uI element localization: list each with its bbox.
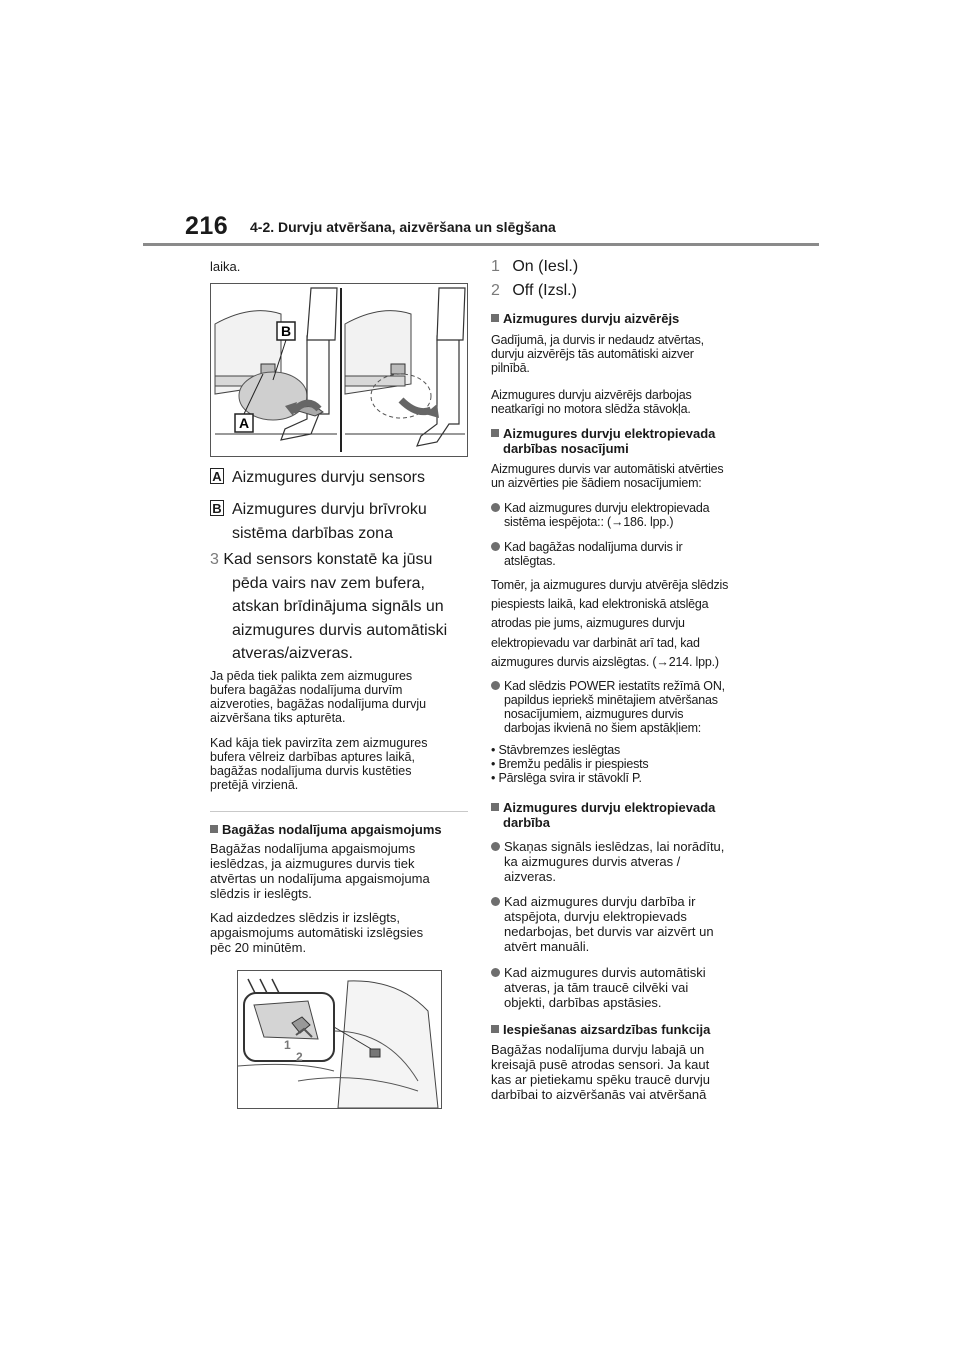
section-pinch-title: [491, 1022, 753, 1037]
round-bullet-icon: [491, 681, 500, 690]
kick-sensor-illustration: [211, 284, 467, 456]
para-line: nosacījumiem, aizmugures durvis: [504, 707, 684, 721]
step-3-line: Kad sensors konstatē ka jūsu: [223, 551, 433, 568]
operation-bullet-1: [491, 839, 753, 884]
step-3-line: atveras/aizveras.: [232, 645, 353, 662]
note-line: pretējā virzienā.: [210, 778, 299, 792]
sub-list-item: Stāvbremzes ieslēgtas: [498, 743, 621, 757]
section-divider: [210, 811, 468, 812]
para-line: atspējota, durvju elektropievads: [504, 909, 687, 924]
para-line: Kad aizmugures durvju elektropievada: [504, 501, 710, 515]
closer-para-2: [491, 388, 753, 416]
fig2-label-2: 2: [296, 1050, 303, 1064]
step-3: [210, 548, 472, 666]
page-number: 216: [185, 212, 229, 240]
para-line: Bagāžas nodalījuma apgaismojums: [210, 841, 416, 856]
sub-list-item: Bremžu pedālis ir piespiests: [498, 757, 649, 771]
round-bullet-icon: [491, 503, 500, 512]
para-line: slēdzis ir ieslēgts.: [210, 886, 312, 901]
para-line: ieslēdzas, ja aizmugures durvis tiek: [210, 856, 415, 871]
step-2-text: Off (Izsl.): [512, 282, 577, 299]
para-line: aizveras.: [504, 869, 557, 884]
para-line: un aizvērties pie šādiem nosacījumiem:: [491, 476, 702, 490]
round-bullet-icon: [491, 542, 500, 551]
note-pinch-close: [210, 669, 472, 725]
round-bullet-icon: [491, 897, 500, 906]
para-line: Tomēr, ja aizmugures durvju atvērēja slēdzis: [491, 578, 729, 592]
square-bullet-icon: [491, 803, 499, 811]
conditions-sub-list: • Stāvbremzes ieslēgtas • Bremžu pedālis ir piespiests • Pārslēga svira ir stāvoklī P.: [491, 743, 649, 785]
section-title-text: darbība: [503, 815, 550, 830]
section-conditions-title: [491, 426, 753, 456]
section-title-text: Aizmugures durvju aizvērējs: [503, 311, 680, 326]
section-title-text: Aizmugures durvju elektropievada: [503, 426, 716, 441]
lighting-para-2: [210, 910, 472, 955]
step-1: [491, 255, 578, 279]
para-line: apgaismojums automātiski izslēgsies: [210, 925, 424, 940]
para-line: neatkarīgi no motora slēdža stāvokļa.: [491, 402, 691, 416]
note-line: Kad kāja tiek pavirzīta zem aizmugures: [210, 736, 428, 750]
step-2-number: 2: [491, 282, 500, 299]
para-line: atslēgtas.: [504, 554, 556, 568]
step-3-line: pēda vairs nav zem bufera,: [232, 574, 425, 592]
callout-a-text: Aizmugures durvju sensors: [232, 469, 425, 486]
note-line: bagāžas nodalījuma durvis kustēties: [210, 764, 412, 778]
para-line: Skaņas signāls ieslēdzas, lai norādītu,: [504, 839, 725, 854]
callout-b-badge: B: [210, 500, 224, 516]
figure-kick-sensor: [210, 283, 468, 457]
section-closer-title: [491, 311, 679, 326]
note-line: bufera bagāžas nodalījuma durvīm: [210, 683, 403, 697]
para-line: darbībai to aizvēršanās vai atvēršanā: [491, 1087, 707, 1102]
section-title-text: Bagāžas nodalījuma apgaismojums: [222, 822, 442, 837]
para-line: Kad aizmugures durvis automātiski: [504, 965, 706, 980]
step-2: [491, 279, 577, 303]
para-line: Bagāžas nodalījuma durvju labajā un: [491, 1042, 705, 1057]
square-bullet-icon: [491, 314, 499, 322]
fig1-label-a: A: [238, 415, 250, 431]
note-reverse: [210, 736, 472, 792]
closer-para-1: [491, 333, 753, 375]
operation-bullet-2: [491, 894, 753, 954]
conditions-bullet-3: [491, 679, 753, 735]
lighting-para-1: [210, 841, 472, 901]
note-line: aizveroties, bagāžas nodalījuma durvju: [210, 697, 427, 711]
round-bullet-icon: [491, 842, 500, 851]
note-line: aizvēršana tiks apturēta.: [210, 711, 346, 725]
step-3-line: atskan brīdinājuma signāls un: [232, 598, 444, 615]
section-operation-title: [491, 800, 753, 830]
para-line: piespiests laikā, kad elektroniskā atslēga: [491, 597, 709, 612]
para-line: Kad aizmugures durvju darbība ir: [504, 894, 696, 909]
luggage-light-illustration: [238, 971, 441, 1108]
sub-list-item: Pārslēga svira ir stāvoklī P.: [498, 771, 642, 785]
para-line: objekti, darbības apstāsies.: [504, 995, 662, 1010]
pinch-para: [491, 1042, 753, 1102]
para-line: Kad slēdzis POWER iestatīts režīmā ON,: [504, 679, 725, 693]
section-title-text: darbības nosacījumi: [503, 441, 629, 456]
header-rule: [143, 243, 819, 246]
step-1-text: On (Iesl.): [512, 258, 579, 275]
callout-a: [210, 466, 470, 490]
para-line: atrodas pie jums, aizmugures durvju: [491, 616, 685, 631]
section-title-text: Iespiešanas aizsardzības funkcija: [503, 1022, 711, 1037]
callout-b: [210, 498, 470, 545]
para-line: atvērt manuāli.: [504, 939, 590, 954]
para-line: papildus iepriekš minētajiem atvēršanas: [504, 693, 718, 707]
step-3-number: 3: [210, 551, 219, 568]
section-lighting-title: [210, 822, 472, 837]
square-bullet-icon: [491, 1025, 499, 1033]
note-line: Ja pēda tiek palikta zem aizmugures: [210, 669, 413, 683]
para-line: kas ar pietiekamu spēku traucē durvju: [491, 1072, 710, 1087]
square-bullet-icon: [210, 825, 218, 833]
conditions-bullet-1: [491, 501, 753, 529]
para-line: Gadījumā, ja durvis ir nedaudz atvērtas,: [491, 333, 704, 347]
step-1-number: 1: [491, 258, 500, 275]
para-line: Kad aizdedzes slēdzis ir izslēgts,: [210, 910, 401, 925]
para-line: atvērtas un nodalījuma apgaismojuma: [210, 871, 430, 886]
note-line: bufera vēlreiz darbības aptures laikā,: [210, 750, 415, 764]
fig1-label-b: B: [280, 323, 292, 339]
conditions-bullet-2: [491, 540, 753, 568]
figure-luggage-light: [237, 970, 442, 1109]
conditions-note: [491, 576, 753, 672]
step-3-line: aizmugures durvis automātiski: [232, 621, 448, 639]
section-title-text: Aizmugures durvju elektropievada: [503, 800, 716, 815]
conditions-intro: [491, 462, 753, 490]
para-line: elektropievadu var darbināt arī tad, kad: [491, 635, 700, 650]
para-line: darbojas ikvienā no šiem apstākļiem:: [504, 721, 702, 735]
para-line: durvju aizvērējs tās automātiski aizver: [491, 347, 694, 361]
para-line: Kad bagāžas nodalījuma durvis ir: [504, 540, 683, 554]
para-line: nedarbojas, bet durvis var aizvērt un: [504, 924, 714, 939]
chapter-title: 4-2. Durvju atvēršana, aizvēršana un slēgšana: [250, 219, 556, 235]
para-line: Aizmugures durvju aizvērējs darbojas: [491, 388, 692, 402]
square-bullet-icon: [491, 429, 499, 437]
para-line: kreisajā pusē atrodas sensori. Ja kaut: [491, 1057, 710, 1072]
round-bullet-icon: [491, 968, 500, 977]
callout-b-line2: sistēma darbības zona: [232, 524, 393, 542]
para-line: aizmugures durvis aizslēgtas. (→214. lpp.): [491, 654, 719, 669]
para-line: pilnībā.: [491, 361, 530, 375]
para-line: atveras, ja tām traucē cilvēki vai: [504, 980, 689, 995]
fig2-label-1: 1: [284, 1038, 291, 1052]
operation-bullet-3: [491, 965, 753, 1010]
para-line: Aizmugures durvis var automātiski atvērties: [491, 462, 724, 476]
intro-text: laika.: [210, 259, 241, 274]
para-line: sistēma iespējota:: (→186. lpp.): [504, 515, 674, 529]
para-line: ka aizmugures durvis atveras /: [504, 854, 681, 869]
para-line: pēc 20 minūtēm.: [210, 940, 307, 955]
callout-a-badge: A: [210, 468, 224, 484]
callout-b-line1: Aizmugures durvju brīvroku: [232, 501, 427, 518]
